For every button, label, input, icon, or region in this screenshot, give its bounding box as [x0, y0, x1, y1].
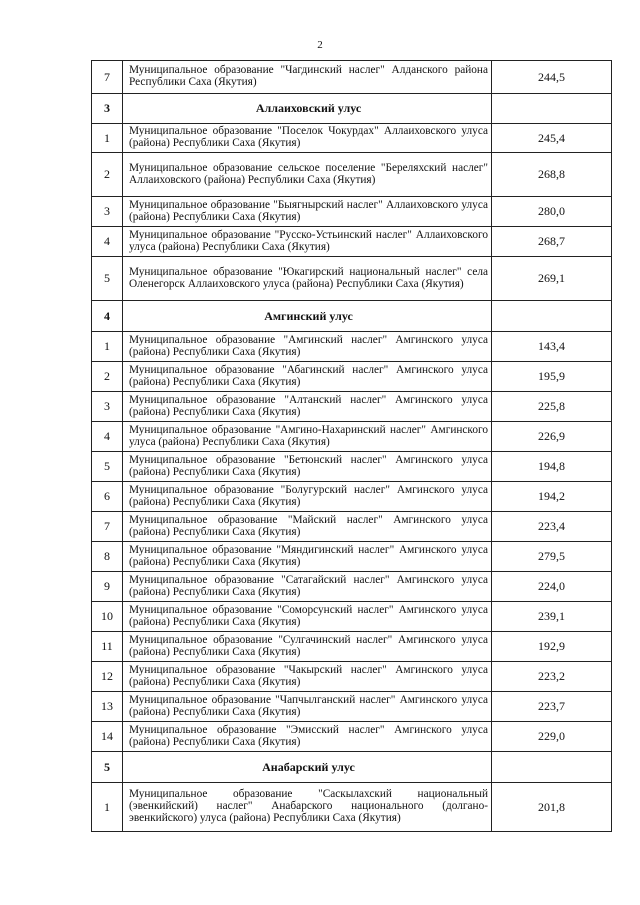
value-cell: 224,0 [492, 572, 612, 602]
value-cell: 143,4 [492, 332, 612, 362]
row-number: 1 [92, 124, 123, 153]
table-row [92, 542, 612, 572]
municipality-name: Муниципальное образование "Алтанский наслег" Амгинского улуса (района) Республики Саха (Якутия) [123, 392, 492, 422]
municipality-name: Муниципальное образование "Юкагирский национальный наслег" села Оленегорск Аллаиховского улуса (района) Республики Саха (Якутия) [123, 257, 492, 301]
value-cell: 245,4 [492, 124, 612, 153]
municipality-name: Муниципальное образование "Бетюнский наслег" Амгинского улуса (района) Республики Саха (Якутия) [123, 452, 492, 482]
group-header-row [92, 752, 612, 783]
municipality-name: Муниципальное образование "Абагинский наслег" Амгинского улуса (района) Республики Саха (Якутия) [123, 362, 492, 392]
table-row [92, 572, 612, 602]
municipality-name: Муниципальное образование "Саскылахский национальный (эвенкийский) наслег" Анабарского национального (долгано-эвенкийского) улуса (района) Республики Саха (Якутия) [123, 783, 492, 832]
value-cell: 223,7 [492, 692, 612, 722]
value-cell: 239,1 [492, 602, 612, 632]
row-number: 5 [92, 752, 123, 783]
page-number: 2 [317, 39, 323, 51]
municipal-values-table [91, 60, 612, 832]
value-cell: 195,9 [492, 362, 612, 392]
row-number: 12 [92, 662, 123, 692]
value-cell: 192,9 [492, 632, 612, 662]
row-number: 4 [92, 301, 123, 332]
row-number: 13 [92, 692, 123, 722]
municipality-name: Муниципальное образование "Чапчылганский наслег" Амгинского улуса (района) Республики Саха (Якутия) [123, 692, 492, 722]
value-cell: 194,2 [492, 482, 612, 512]
table-row [92, 692, 612, 722]
municipality-name: Муниципальное образование "Амгинский наслег" Амгинского улуса (района) Республики Саха (Якутия) [123, 332, 492, 362]
table-row [92, 197, 612, 227]
row-number: 5 [92, 257, 123, 301]
row-number: 7 [92, 61, 123, 94]
value-cell: 279,5 [492, 542, 612, 572]
value-cell: 280,0 [492, 197, 612, 227]
row-number: 3 [92, 94, 123, 124]
row-number: 11 [92, 632, 123, 662]
value-cell: 226,9 [492, 422, 612, 452]
municipality-name: Муниципальное образование "Болугурский наслег" Амгинского улуса (района) Республики Саха (Якутия) [123, 482, 492, 512]
group-header-row [92, 301, 612, 332]
municipality-name: Муниципальное образование "Сулгачинский наслег" Амгинского улуса (района) Республики Саха (Якутия) [123, 632, 492, 662]
value-cell: 223,2 [492, 662, 612, 692]
value-cell: 194,8 [492, 452, 612, 482]
municipality-name: Муниципальное образование "Майский наслег" Амгинского улуса (района) Республики Саха (Якутия) [123, 512, 492, 542]
row-number: 1 [92, 332, 123, 362]
table-row [92, 512, 612, 542]
value-cell: 244,5 [492, 61, 612, 94]
municipality-name: Муниципальное образование "Соморсунский наслег" Амгинского улуса (района) Республики Саха (Якутия) [123, 602, 492, 632]
row-number: 6 [92, 482, 123, 512]
value-cell [492, 301, 612, 332]
row-number: 7 [92, 512, 123, 542]
table-row [92, 422, 612, 452]
value-cell: 269,1 [492, 257, 612, 301]
municipality-name: Муниципальное образование "Чакырский наслег" Амгинского улуса (района) Республики Саха (Якутия) [123, 662, 492, 692]
row-number: 2 [92, 153, 123, 197]
municipality-name: Муниципальное образование "Поселок Чокурдах" Аллаиховского улуса (района) Республики Саха (Якутия) [123, 124, 492, 153]
row-number: 3 [92, 392, 123, 422]
row-number: 3 [92, 197, 123, 227]
row-number: 8 [92, 542, 123, 572]
group-header-row [92, 94, 612, 124]
table-row [92, 632, 612, 662]
table-row [92, 332, 612, 362]
table-row [92, 257, 612, 301]
municipality-name: Муниципальное образование сельское поселение "Береляхский наслег" Аллаиховского (района) Республики Саха (Якутия) [123, 153, 492, 197]
row-number: 2 [92, 362, 123, 392]
value-cell: 225,8 [492, 392, 612, 422]
municipality-name: Муниципальное образование "Амгино-Нахаринский наслег" Амгинского улуса (района) Республики Саха (Якутия) [123, 422, 492, 452]
district-name: Амгинский улус [123, 301, 492, 332]
row-number: 10 [92, 602, 123, 632]
table-row [92, 722, 612, 752]
row-number: 14 [92, 722, 123, 752]
table-row [92, 124, 612, 153]
value-cell: 201,8 [492, 783, 612, 832]
table-body [92, 61, 612, 832]
table-row [92, 227, 612, 257]
value-cell: 268,7 [492, 227, 612, 257]
table-row [92, 602, 612, 632]
district-name: Аллаиховский улус [123, 94, 492, 124]
row-number: 9 [92, 572, 123, 602]
table-row [92, 153, 612, 197]
table-row [92, 362, 612, 392]
table-row [92, 61, 612, 94]
table-row [92, 783, 612, 832]
table-row [92, 662, 612, 692]
municipality-name: Муниципальное образование "Эмисский наслег" Амгинского улуса (района) Республики Саха (Якутия) [123, 722, 492, 752]
municipality-name: Муниципальное образование "Русско-Устьинский наслег" Аллаиховского улуса (района) Республики Саха (Якутия) [123, 227, 492, 257]
municipality-name: Муниципальное образование "Чагдинский наслег" Алданского района Республики Саха (Якутия) [123, 61, 492, 94]
municipality-name: Муниципальное образование "Мяндигинский наслег" Амгинского улуса (района) Республики Саха (Якутия) [123, 542, 492, 572]
value-cell [492, 752, 612, 783]
row-number: 1 [92, 783, 123, 832]
row-number: 5 [92, 452, 123, 482]
table-row [92, 482, 612, 512]
district-name: Анабарский улус [123, 752, 492, 783]
municipality-name: Муниципальное образование "Быягнырский наслег" Аллаиховского улуса (района) Республики Саха (Якутия) [123, 197, 492, 227]
table-row [92, 392, 612, 422]
value-cell [492, 94, 612, 124]
municipality-name: Муниципальное образование "Сатагайский наслег" Амгинского улуса (района) Республики Саха (Якутия) [123, 572, 492, 602]
row-number: 4 [92, 227, 123, 257]
value-cell: 229,0 [492, 722, 612, 752]
row-number: 4 [92, 422, 123, 452]
value-cell: 268,8 [492, 153, 612, 197]
value-cell: 223,4 [492, 512, 612, 542]
table-row [92, 452, 612, 482]
